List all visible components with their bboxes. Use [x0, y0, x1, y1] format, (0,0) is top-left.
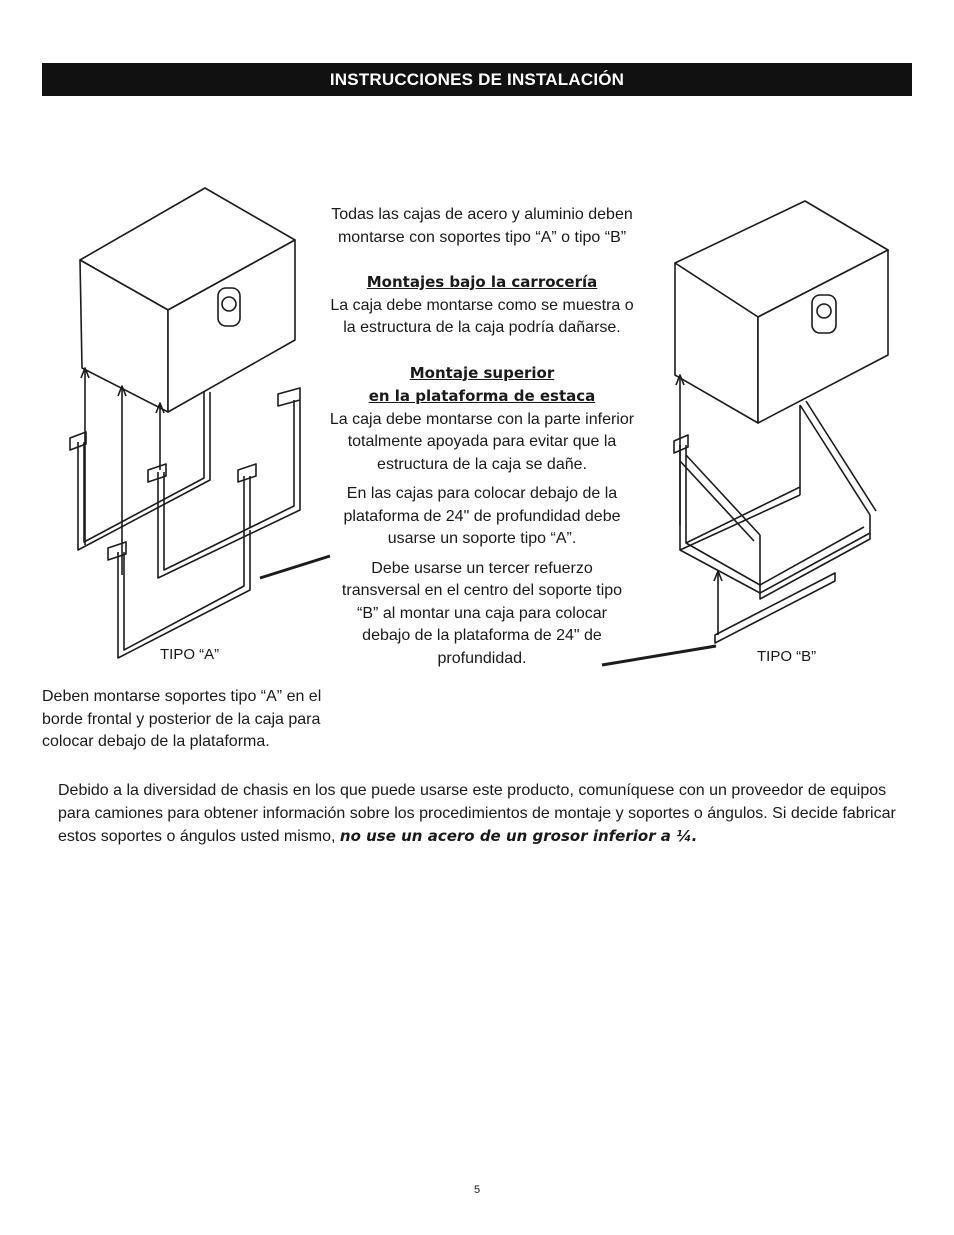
note1-text: En las cajas para colocar debajo de la plataforma de 24" de profundidad debe usarse un soporte tipo “A”.: [343, 485, 621, 547]
center-text-block: [322, 204, 642, 670]
type-b-label: TIPO “B”: [757, 648, 817, 665]
section-header: [42, 63, 912, 96]
type-a-bracket-illustration: [60, 180, 330, 660]
section-title: INSTRUCCIONES DE INSTALACIÓN: [329, 70, 625, 89]
section2-heading-line2: en la plataforma de estaca: [368, 387, 596, 405]
note2-text: Debe usarse un tercer refuerzo transversal en el centro del soporte tipo “B” al montar una caja para colocar debajo de la plataforma de 24" de profundidad.: [341, 559, 623, 667]
type-b-bracket-illustration: [660, 195, 900, 655]
left-note: Deben montarse soportes tipo “A” en el borde frontal y posterior de la caja para colocar debajo de la plataforma.: [42, 688, 322, 750]
section2-heading-line1: Montaje superior: [409, 363, 555, 382]
bottom-text: Debido a la diversidad de chasis en los que puede usarse este producto, comuníquese con un proveedor de equipos para camiones para obtener información sobre los procedimientos de montaje y soportes o ángulos. Si decide fabricar estos soportes o ángulos usted mismo,: [58, 782, 896, 845]
bottom-paragraph: [58, 780, 898, 849]
intro-text: Todas las cajas de acero y aluminio deben montarse con soportes tipo “A” o tipo “B”: [331, 206, 633, 246]
type-a-label: TIPO “A”: [160, 646, 220, 663]
section1-heading: Montajes bajo la carrocería: [366, 273, 598, 291]
page-number: 5: [473, 1184, 481, 1196]
bottom-emphasis: no use un acero de un grosor inferior a ¼.: [339, 827, 698, 845]
section2-text: La caja debe montarse con la parte inferior totalmente apoyada para evitar que la estructura de la caja se dañe.: [329, 410, 635, 473]
section1-text: La caja debe montarse como se muestra o la estructura de la caja podría dañarse.: [330, 296, 634, 336]
